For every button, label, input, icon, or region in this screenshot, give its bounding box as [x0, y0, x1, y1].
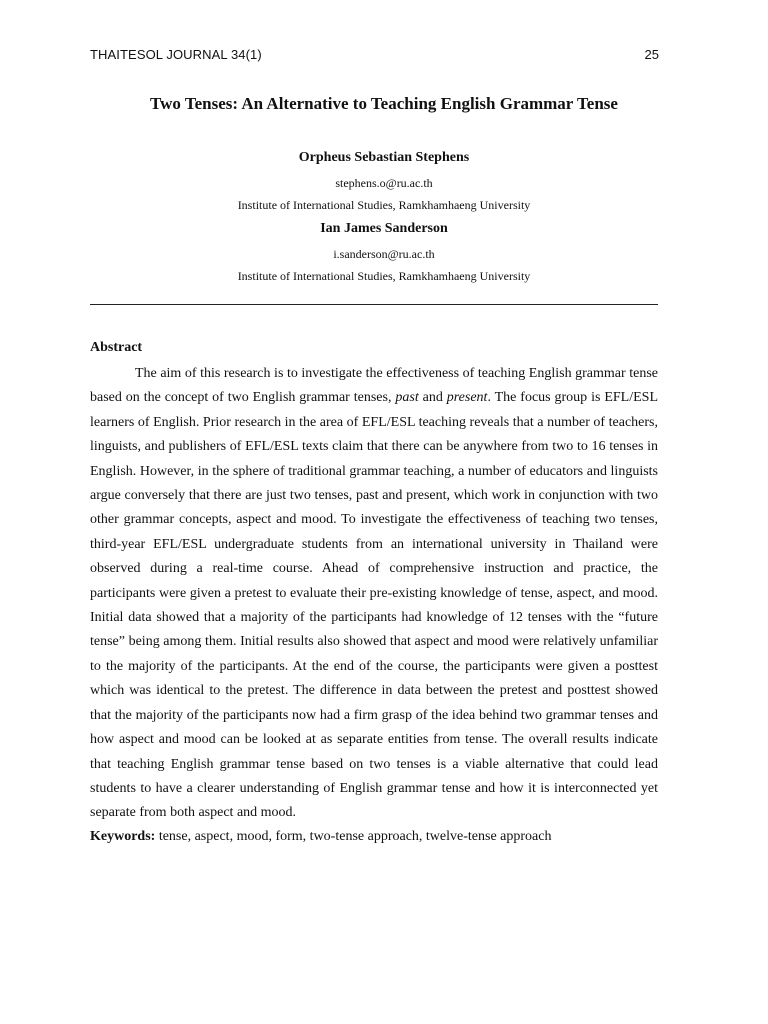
abstract-body: [90, 362, 658, 826]
abstract-text-1: The aim of this research is to investigate the effectiveness of teaching English grammar tense based on the concept of two English grammar tenses,: [90, 366, 658, 406]
paper-title: Two Tenses: An Alternative to Teaching English Grammar Tense: [150, 94, 618, 113]
author-name-1: Orpheus Sebastian Stephens: [298, 150, 470, 165]
abstract-heading: Abstract: [90, 340, 143, 355]
abstract-text-2: and: [418, 390, 447, 406]
author-email-1: stephens.o@ru.ac.th: [335, 176, 433, 190]
page-number: 25: [644, 47, 659, 62]
separator-rule: [90, 304, 658, 305]
running-header-journal: THAITESOL JOURNAL 34(1): [90, 47, 262, 62]
abstract-italic-past: past: [395, 390, 419, 406]
author-email-2: i.sanderson@ru.ac.th: [333, 247, 435, 261]
keywords-text: tense, aspect, mood, form, two-tense approach, twelve-tense approach: [155, 829, 552, 844]
author-affiliation-2: Institute of International Studies, Ramkhamhaeng University: [237, 269, 531, 283]
abstract-italic-present: present: [446, 390, 488, 406]
keywords-label: Keywords:: [90, 829, 156, 844]
author-name-2: Ian James Sanderson: [320, 221, 448, 236]
keywords-line: [90, 829, 658, 845]
abstract-text-3: . The focus group is EFL/ESL learners of English. Prior research in the area of EFL/ESL teaching reveals that a number of teachers, linguists, and publishers of EFL/ESL texts claim that there can be anywhere from two to 16 tenses in English. However, in the sphere of traditional grammar teaching, a number of educators and linguists argue conversely that there are just two tenses, past and present, which work in conjunction with two other grammar concepts, aspect and mood. To investigate the effectiveness of teaching two tenses, third-year EFL/ESL undergraduate students from an international university in Thailand were observed during a real-time course. Ahead of comprehensive instruction and practice, the participants were given a pretest to evaluate their pre-existing knowledge of tense, aspect, and mood. Initial data showed that a majority of the participants had knowledge of 12 tenses with the “future tense” being among them. Initial results also showed that aspect and mood were relatively unfamiliar to the majority of the participants. At the end of the course, the participants were given a posttest which was identical to the pretest. The difference in data between the pretest and posttest showed that the majority of the participants now had a firm grasp of the idea behind two grammar tenses and how aspect and mood can be looked at as separate entities from tense. The overall results indicate that teaching English grammar tense based on two tenses is a viable alternative that could lead students to have a clearer understanding of English grammar tense and how it is interconnected yet separate from both aspect and mood.: [90, 390, 658, 821]
author-affiliation-1: Institute of International Studies, Ramkhamhaeng University: [237, 198, 531, 212]
